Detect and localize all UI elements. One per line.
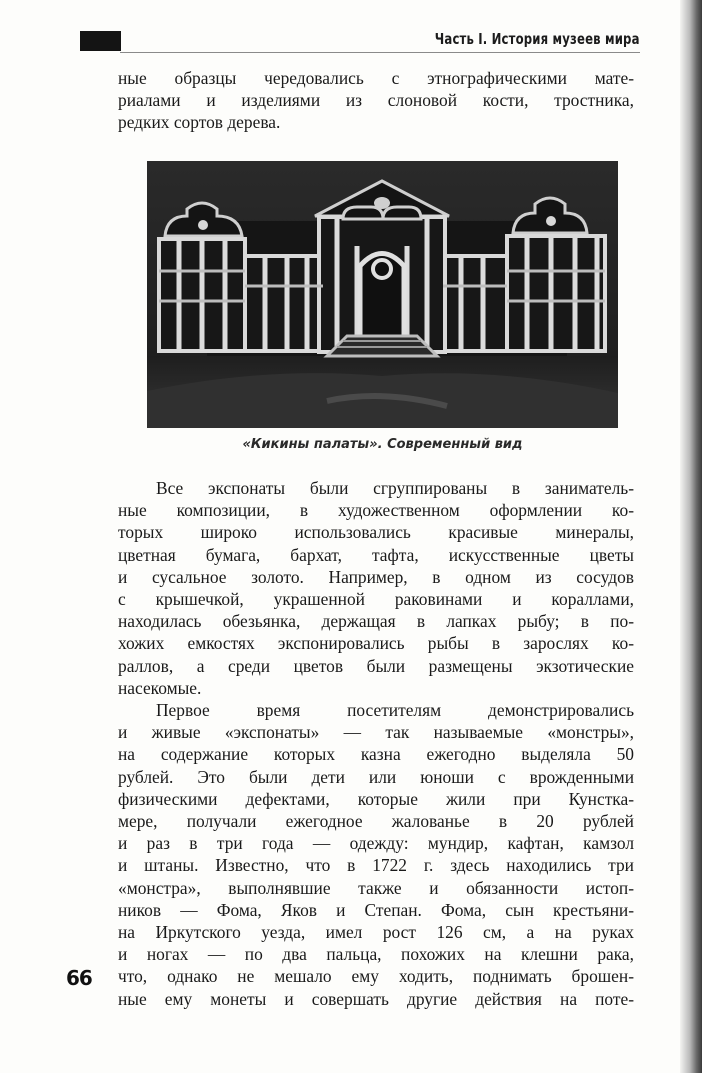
text-line: Первое время посетителям демонстрировались xyxy=(156,700,634,721)
header-rule xyxy=(120,52,640,53)
text-line: и ногах — по два пальца, похожих на клешни рака, xyxy=(118,944,634,965)
text-line: и сусальное золото. Например, в одном из сосудов xyxy=(118,566,634,587)
text-line: цветная бумага, бархат, тафта, искусственные цветы xyxy=(118,544,634,565)
text-line: раллов, а среди цветов были размещены экзотические xyxy=(118,655,634,676)
text-line: ные композиции, в художественном оформлении ко- xyxy=(118,500,634,521)
text-line: находилась обезьянка, держащая в лапках рыбу; в по- xyxy=(118,611,634,632)
text-line: что, однако не мешало ему ходить, поднимать брошен- xyxy=(118,966,634,987)
text-line: на Иркутского уезда, имел рост 126 см, а на руках xyxy=(118,922,634,943)
text-line: на содержание которых казна ежегодно выделяла 50 xyxy=(118,744,634,765)
text-line: хожих емкостях экспонировались рыбы в зарослях ко- xyxy=(118,633,634,654)
building-photo xyxy=(147,161,618,428)
figure-caption: «Кикины палаты». Современный вид xyxy=(242,437,523,452)
text-line: торых широко использовались красивые минералы, xyxy=(118,522,634,543)
text-line: ные ему монеты и совершать другие действия на поте- xyxy=(118,988,634,1009)
text-line: рублей. Это были дети или юноши с врожденными xyxy=(118,766,634,787)
text-line: ников — Фома, Яков и Степан. Фома, сын крестьяни- xyxy=(118,899,634,920)
text-line: Все экспонаты были сгруппированы в заниматель- xyxy=(156,478,634,498)
text-line: редких сортов дерева. xyxy=(118,112,281,133)
page-number: 66 xyxy=(66,966,92,990)
main-text xyxy=(118,477,634,1010)
text-line: «монстра», выполнявшие также и обязанности истоп- xyxy=(118,877,634,898)
text-line: и живые «экспонаты» — так называемые «монстры», xyxy=(118,722,634,743)
text-line: мере, получали ежегодное жалованье в 20 рублей xyxy=(118,811,634,832)
header-marker-block xyxy=(80,31,121,51)
text-line: ные образцы чередовались с этнографическими мате- xyxy=(118,68,634,88)
text-line: и раз в три года — одежду: мундир, кафтан, камзол xyxy=(118,833,634,854)
text-line: и штаны. Известно, что в 1722 г. здесь находились три xyxy=(118,855,634,876)
running-head: Часть I. История музеев мира xyxy=(435,30,640,48)
text-line: насекомые. xyxy=(118,677,202,698)
page-edge-shadow xyxy=(680,0,702,1073)
kikiny-palaty-illustration xyxy=(147,161,618,428)
text-line: риалами и изделиями из слоновой кости, тростника, xyxy=(118,90,634,111)
text-line: с крышечкой, украшенной раковинами и кораллами, xyxy=(118,589,634,610)
text-line: физическими дефектами, которые жили при Кунстка- xyxy=(118,788,634,809)
top-paragraph xyxy=(118,67,634,134)
